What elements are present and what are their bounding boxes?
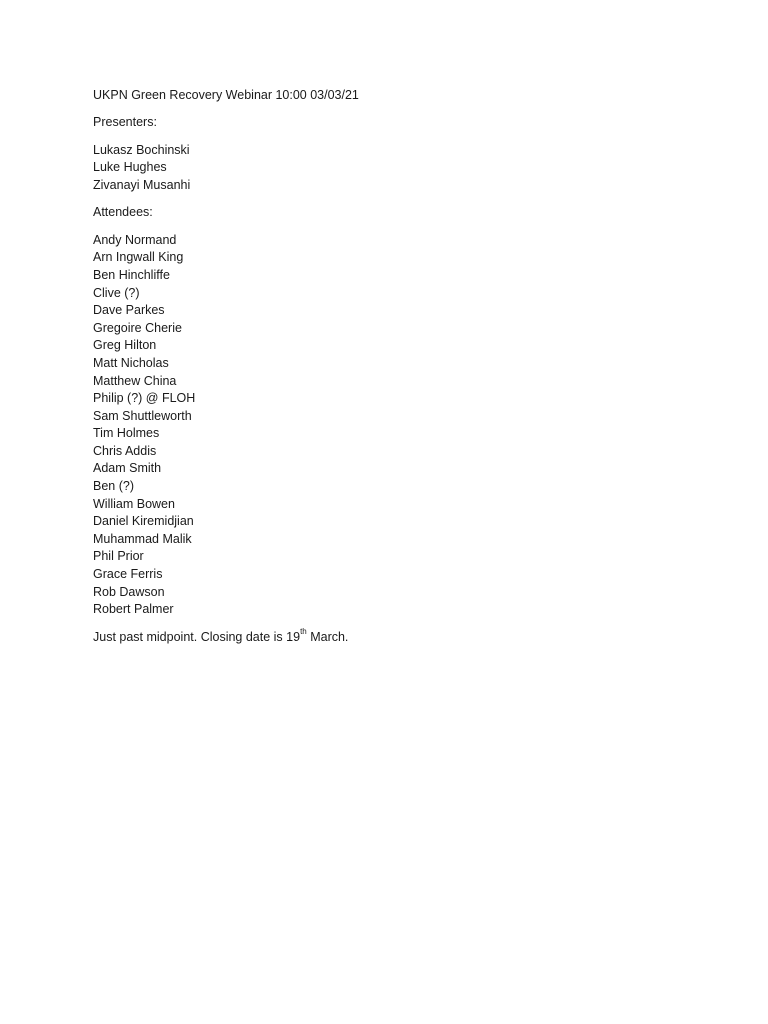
document-body	[93, 87, 693, 646]
attendee-name: Sam Shuttleworth	[93, 408, 192, 423]
attendee-name: Daniel Kiremidjian	[93, 514, 194, 529]
attendee-name: Arn Ingwall King	[93, 250, 184, 265]
attendee-name: Muhammad Malik	[93, 531, 192, 546]
closing-note-ordinal: th	[300, 627, 307, 637]
presenter-name: Zivanayi Musanhi	[93, 177, 191, 192]
attendee-name: Adam Smith	[93, 461, 162, 476]
presenter-name: Luke Hughes	[93, 160, 167, 175]
attendee-name: Grace Ferris	[93, 567, 163, 582]
attendee-name: Chris Addis	[93, 443, 157, 458]
attendee-name: Robert Palmer	[93, 602, 174, 617]
attendee-name: Philip (?) @ FLOH	[93, 391, 196, 406]
attendee-name: Ben (?)	[93, 479, 134, 494]
attendee-name: Matthew China	[93, 373, 177, 388]
presenters-list	[93, 142, 693, 195]
attendee-name: Greg Hilton	[93, 338, 157, 353]
attendee-name: Gregoire Cherie	[93, 320, 182, 335]
attendees-heading: Attendees:	[93, 205, 153, 220]
presenters-heading: Presenters:	[93, 115, 157, 130]
attendee-name: William Bowen	[93, 496, 175, 511]
attendee-name: Dave Parkes	[93, 303, 165, 318]
attendee-name: Andy Normand	[93, 232, 177, 247]
attendee-name: Matt Nicholas	[93, 355, 169, 370]
attendees-list	[93, 232, 693, 619]
closing-note-prefix: Just past midpoint. Closing date is 19	[93, 629, 301, 644]
closing-note	[93, 629, 693, 647]
attendee-name: Phil Prior	[93, 549, 144, 564]
presenter-name: Lukasz Bochinski	[93, 142, 190, 157]
attendee-name: Tim Holmes	[93, 426, 160, 441]
attendee-name: Clive (?)	[93, 285, 140, 300]
attendee-name: Rob Dawson	[93, 584, 165, 599]
attendee-name: Ben Hinchliffe	[93, 267, 170, 282]
closing-note-suffix: March.	[306, 629, 349, 644]
document-title: UKPN Green Recovery Webinar 10:00 03/03/21	[93, 88, 359, 102]
